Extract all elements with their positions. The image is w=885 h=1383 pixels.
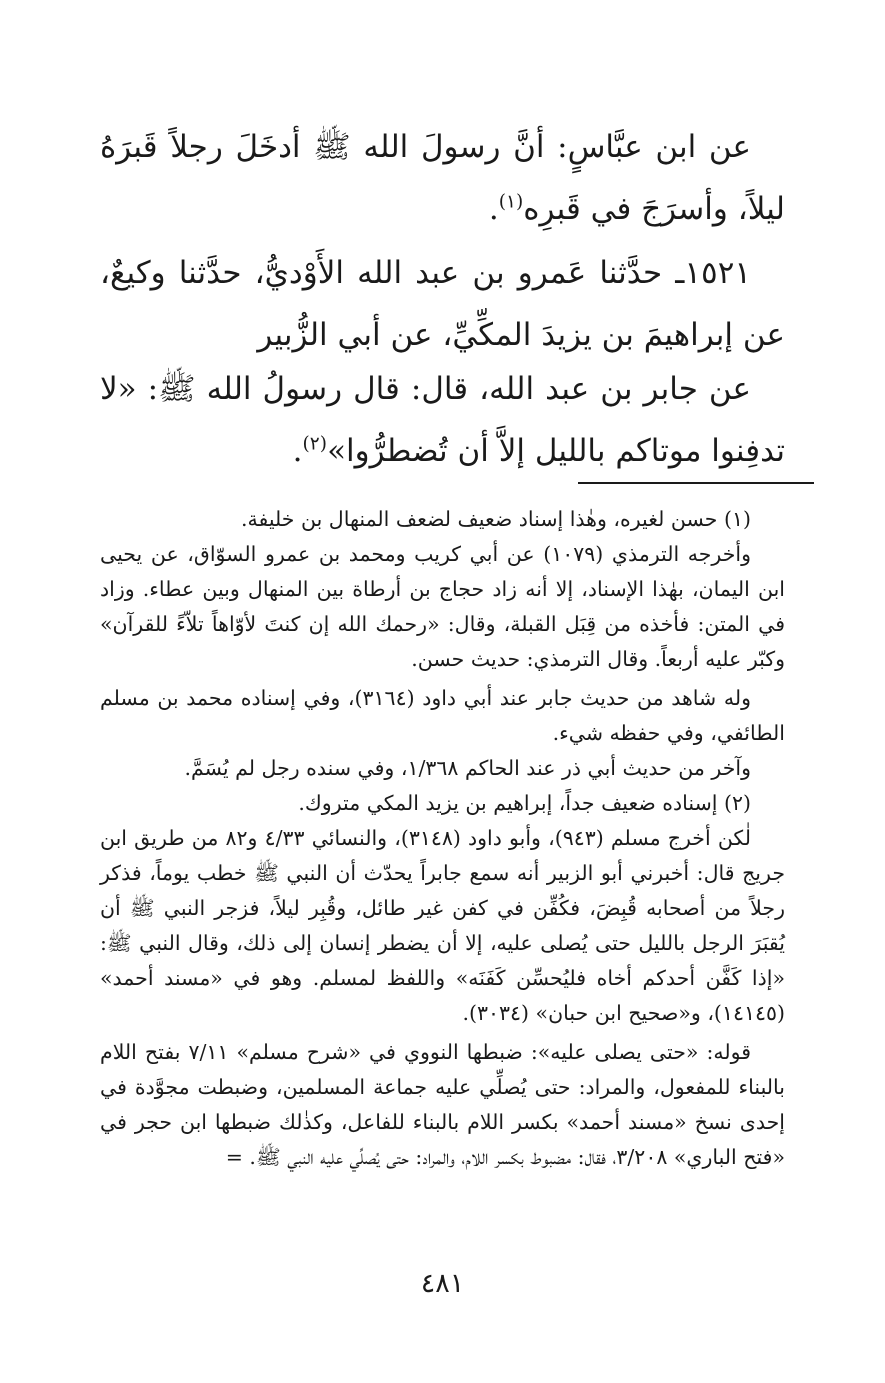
footnote-ref-2[interactable]: (٢) [302, 433, 328, 455]
footnote-2: (٢) إسناده ضعيف جداً، إبراهيم بن يزيد المكي متروك. [298, 791, 751, 815]
hadith-text-1 [100, 116, 785, 240]
footnote-separator [578, 482, 814, 484]
isnad-1521 [100, 242, 785, 366]
footnote-para: لٰكن أخرج مسلم (٩٤٣)، وأبو داود (٣١٤٨)، والنسائي ٤/٣٣ و٨٢ من طريق ابن جريج قال: أخبرني أبو الزبير أنه سمع جابراً يحدّث أن النبي ﷺ خطب يوماً، فذكر رجلاً من أصحابه قُبِضَ، فكُفِّن في كفن غير طائل، وقُبِر ليلاً، فزجر النبي ﷺ أن يُقبَرَ الرجل بالليل حتى يُصلى عليه، إلا أن يضطر إنسان إلى ذلك، وقال النبي ﷺ: «إذا كَفَّن أحدكم أخاه فليُحسِّن كَفَنَه» واللفظ لمسلم. وهو في «مسند أحمد» (١٤١٤٥)، و«صحيح ابن حبان» (٣٠٣٤). [100, 826, 785, 1025]
footnotes [100, 502, 785, 1175]
footnote-ref-1[interactable]: (١) [498, 191, 524, 213]
footnote-1: (١) حسن لغيره، وهٰذا إسناد ضعيف لضعف المنهال بن خليفة. [240, 507, 751, 531]
footnote-para: وآخر من حديث أبي ذر عند الحاكم ١/٣٦٨، وفي سنده رجل لم يُسَمَّ. [184, 756, 751, 780]
paragraph: ١٥٢١ـ حدَّثنا عَمرو بن عبد الله الأَوْديُّ، حدَّثنا وكيعٌ، عن إبراهيمَ بن يزيدَ المكِّيِّ، عن أبي الزُّبير [100, 255, 785, 353]
footnote-para: وأخرجه الترمذي (١٠٧٩) عن أبي كريب ومحمد بن عمرو السوّاق، عن يحيى ابن اليمان، بهٰذا الإسناد، إلا أنه زاد حجاج بن أرطاة بين المنهال وبين عطاء. وزاد في المتن: فأخذه من قِبَل القبلة، وقال: «رحمك الله إن كنتَ لأوّاهاً تلاّءً للقرآن» وكبّر عليه أربعاً. وقال الترمذي: حديث حسن. [100, 542, 785, 671]
footnote-para: قوله: «حتى يصلى عليه»: ضبطها النووي في «شرح مسلم» ٧/١١ بفتح اللام بالبناء للمفعول، والمراد: حتى يُصلِّي عليه جماعة المسلمين، وضبطت مجوَّدة في إحدى نسخ «مسند أحمد» بكسر اللام بالبناء للفاعل، وكذٰلك ضبطها ابن حجر في «فتح الباري» ٣/٢٠٨، فقال: مضبوط بكسر اللام، والمراد: حتى يُصلِّي عليه النبي ﷺ. = [100, 1040, 785, 1169]
paragraph: عن ابن عبَّاسٍ: أنَّ رسولَ الله ﷺ أدخَلَ رجلاً قَبرَهُ ليلاً، وأسرَجَ في قَبرِه$^{(١)}$. [100, 129, 785, 227]
page-number: ٤٨١ [420, 1268, 465, 1299]
hadith-text-2 [100, 358, 785, 482]
footnote-para: وله شاهد من حديث جابر عند أبي داود (٣١٦٤)، وفي إسناده محمد بن مسلم الطائفي، وفي حفظه شيء. [100, 686, 785, 745]
paragraph: عن جابر بن عبد الله، قال: قال رسولُ الله ﷺ: «لا تدفِنوا موتاكم بالليل إلاَّ أن تُضطرُّوا»$^{(٢)}$. [100, 371, 785, 469]
